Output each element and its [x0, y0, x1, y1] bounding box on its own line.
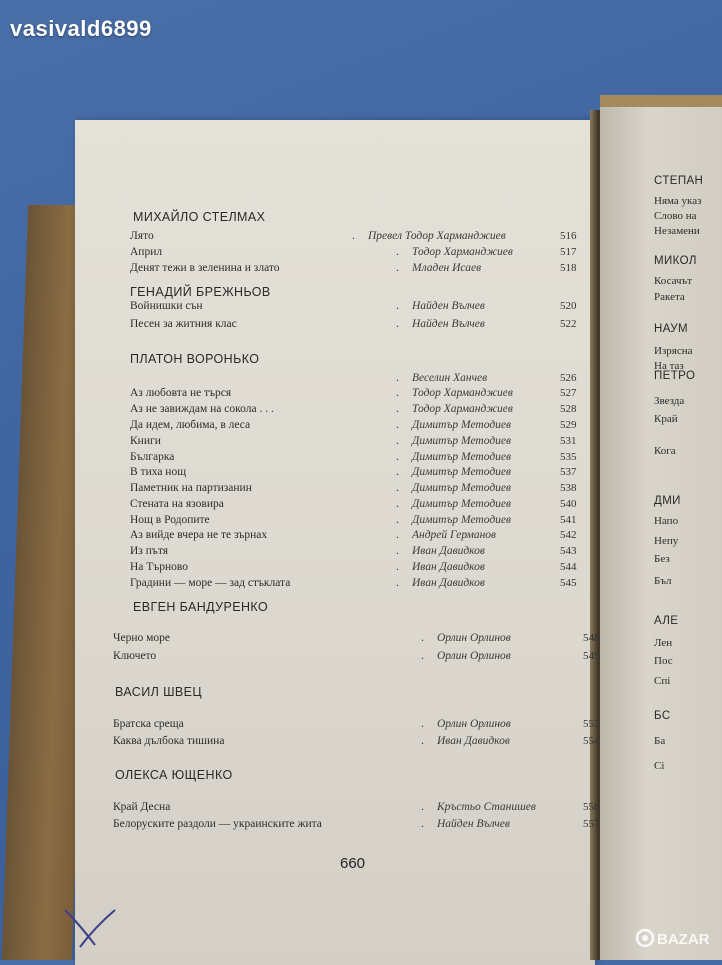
right-entry: Косачът: [654, 275, 693, 287]
poem-title: Край Десна: [113, 801, 171, 813]
right-entry: Звезда: [654, 395, 685, 407]
leader-dot: .: [396, 244, 399, 258]
right-entry: Без: [654, 553, 670, 565]
translator-name: Найден Вълчев: [412, 300, 485, 312]
page-ref: 522: [560, 318, 577, 330]
leader-dot: .: [421, 733, 424, 747]
translator-name: Димитър Методиев: [412, 514, 511, 526]
page-ref: 548: [583, 632, 600, 644]
leader-dot: .: [421, 799, 424, 813]
translator-name: Тодор Харманджиев: [412, 403, 513, 415]
poem-title: Войнишки сън: [130, 300, 203, 312]
translator-name: Тодор Харманджиев: [412, 246, 513, 258]
right-entry: На таз: [654, 360, 684, 372]
right-entry: Бъл: [654, 575, 672, 587]
page-ref: 537: [560, 466, 577, 478]
translator-name: Найден Вълчев: [412, 318, 485, 330]
translator-name: Орлин Орлинов: [437, 650, 511, 662]
poem-title: Паметник на партизанин: [130, 482, 252, 494]
leader-dot: .: [421, 816, 424, 830]
right-author: АЛЕ: [654, 615, 679, 627]
poem-title: Из пътя: [130, 545, 168, 557]
right-entry: Край: [654, 413, 678, 425]
poem-title: Аз не завиждам на сокола . . .: [130, 403, 274, 415]
page-ref: 554: [583, 735, 600, 747]
page-ref: 516: [560, 230, 577, 242]
leader-dot: .: [352, 228, 355, 242]
page-ref: 543: [560, 545, 577, 557]
right-author: ДМИ: [654, 495, 681, 507]
translator-name: Найден Вълчев: [437, 818, 510, 830]
translator-name: Иван Давидков: [412, 561, 485, 573]
right-entry: Кога: [654, 445, 676, 457]
translator-name: Орлин Орлинов: [437, 718, 511, 730]
poem-title: Градини — море — зад стъклата: [130, 577, 291, 589]
page-ref: 520: [560, 300, 577, 312]
leader-dot: .: [396, 298, 399, 312]
translator-name: Димитър Методиев: [412, 435, 511, 447]
section-author: ЕВГЕН БАНДУРЕНКО: [133, 600, 269, 614]
translator-name: Димитър Методиев: [412, 419, 511, 431]
page-ref: 557: [583, 818, 600, 830]
leader-dot: .: [396, 417, 399, 431]
page-ref: 540: [560, 498, 577, 510]
leader-dot: .: [396, 575, 399, 589]
poem-title: Аз любовта не търся: [130, 387, 232, 399]
right-author: ПЕТРО: [654, 370, 696, 382]
right-entry: Напо: [654, 515, 679, 527]
leader-dot: .: [396, 370, 399, 384]
leader-dot: .: [396, 385, 399, 399]
right-entry: Спі: [654, 675, 671, 687]
poem-title: Каква дълбока тишина: [113, 735, 225, 747]
poem-title: Денят тежи в зеленина и злато: [130, 262, 280, 274]
page-ref: 538: [560, 482, 577, 494]
right-entry: Пос: [654, 655, 673, 667]
right-entry: Лен: [654, 637, 673, 649]
leader-dot: .: [396, 543, 399, 557]
page-number: 660: [340, 855, 366, 872]
poem-title: В тиха нощ: [130, 466, 187, 478]
leader-dot: .: [396, 480, 399, 494]
leader-dot: .: [421, 716, 424, 730]
logo-text: BAZAR: [657, 931, 710, 948]
leader-dot: .: [396, 559, 399, 573]
right-entry: Незамени: [654, 225, 700, 237]
leader-dot: .: [421, 630, 424, 644]
right-page-content: [600, 95, 722, 960]
poem-title: Лято: [130, 230, 154, 242]
right-entry: Ба: [654, 735, 666, 747]
poem-title: На Търново: [130, 561, 189, 573]
section-author: ОЛЕКСА ЮЩЕНКО: [115, 768, 233, 782]
translator-name: Димитър Методиев: [412, 498, 511, 510]
right-author: БС: [654, 710, 671, 722]
right-author: МИКОЛ: [654, 255, 697, 267]
page-ref: 545: [560, 577, 577, 589]
poem-title: Белоруските раздоли — украинските жита: [113, 818, 322, 830]
watermark-text: vasivald6899: [10, 16, 152, 41]
translator-name: Димитър Методиев: [412, 482, 511, 494]
right-entry: Слово на: [654, 210, 697, 222]
page-ref: 549: [583, 650, 600, 662]
translator-name: Веселин Ханчев: [412, 372, 488, 384]
poem-title: Аз вийде вчера не те зърнах: [130, 529, 268, 541]
section-author: ВАСИЛ ШВЕЦ: [115, 685, 203, 699]
page-ref: 526: [560, 372, 577, 384]
leader-dot: .: [396, 496, 399, 510]
leader-dot: .: [396, 449, 399, 463]
poem-title: Братска среща: [113, 718, 184, 730]
translator-name: Димитър Методиев: [412, 451, 511, 463]
bazar-logo-icon: [635, 922, 717, 954]
page-ref: 529: [560, 419, 577, 431]
translator-name: Иван Давидков: [412, 545, 485, 557]
translator-name: Димитър Методиев: [412, 466, 511, 478]
leader-dot: .: [396, 527, 399, 541]
poem-title: Черно море: [113, 632, 170, 644]
page-ref: 528: [560, 403, 577, 415]
pen-mark-icon: [60, 905, 120, 950]
leader-dot: .: [421, 648, 424, 662]
page-ref: 544: [560, 561, 577, 573]
poem-title: Книги: [130, 435, 161, 447]
poem-title: Песен за житния клас: [130, 318, 237, 330]
leader-dot: .: [396, 433, 399, 447]
translator-name: Превел Тодор Харманджиев: [368, 230, 506, 242]
page-ref: 541: [560, 514, 577, 526]
poem-title: Нощ в Родопите: [130, 514, 210, 526]
section-author: ПЛАТОН ВОРОНЬКО: [130, 352, 260, 366]
leader-dot: .: [396, 464, 399, 478]
right-entry: Непу: [654, 535, 679, 547]
page-ref: 556: [583, 801, 600, 813]
leader-dot: .: [396, 260, 399, 274]
poem-title: Ключето: [113, 650, 157, 662]
page-ref: 552: [583, 718, 600, 730]
translator-name: Иван Давидков: [412, 577, 485, 589]
translator-name: Младен Исаев: [412, 262, 482, 274]
leader-dot: .: [396, 316, 399, 330]
right-entry: Ракета: [654, 291, 685, 303]
page-ref: 535: [560, 451, 577, 463]
page-ref: 517: [560, 246, 577, 258]
translator-name: Тодор Харманджиев: [412, 387, 513, 399]
translator-name: Орлин Орлинов: [437, 632, 511, 644]
leader-dot: .: [396, 512, 399, 526]
right-entry: Няма указ: [654, 195, 702, 207]
section-author: МИХАЙЛО СТЕЛМАХ: [133, 210, 266, 224]
section-author: ГЕНАДИЙ БРЕЖНЬОВ: [130, 285, 271, 299]
right-entry: Изрясна: [654, 345, 693, 357]
page-ref: 531: [560, 435, 577, 447]
translator-name: Кръстьо Станишев: [437, 801, 536, 813]
page-ref: 527: [560, 387, 577, 399]
translator-name: Андрей Германов: [412, 529, 497, 541]
page-ref: 518: [560, 262, 577, 274]
page-ref: 542: [560, 529, 577, 541]
poem-title: Българка: [130, 451, 175, 463]
right-entry: Сі: [654, 760, 665, 772]
right-author: СТЕПАН: [654, 175, 704, 187]
leader-dot: .: [396, 401, 399, 415]
translator-name: Иван Давидков: [437, 735, 510, 747]
poem-title: Да идем, любима, в леса: [130, 419, 251, 431]
poem-title: Април: [130, 246, 163, 258]
poem-title: Стената на язовира: [130, 498, 224, 510]
right-author: НАУМ: [654, 323, 688, 335]
